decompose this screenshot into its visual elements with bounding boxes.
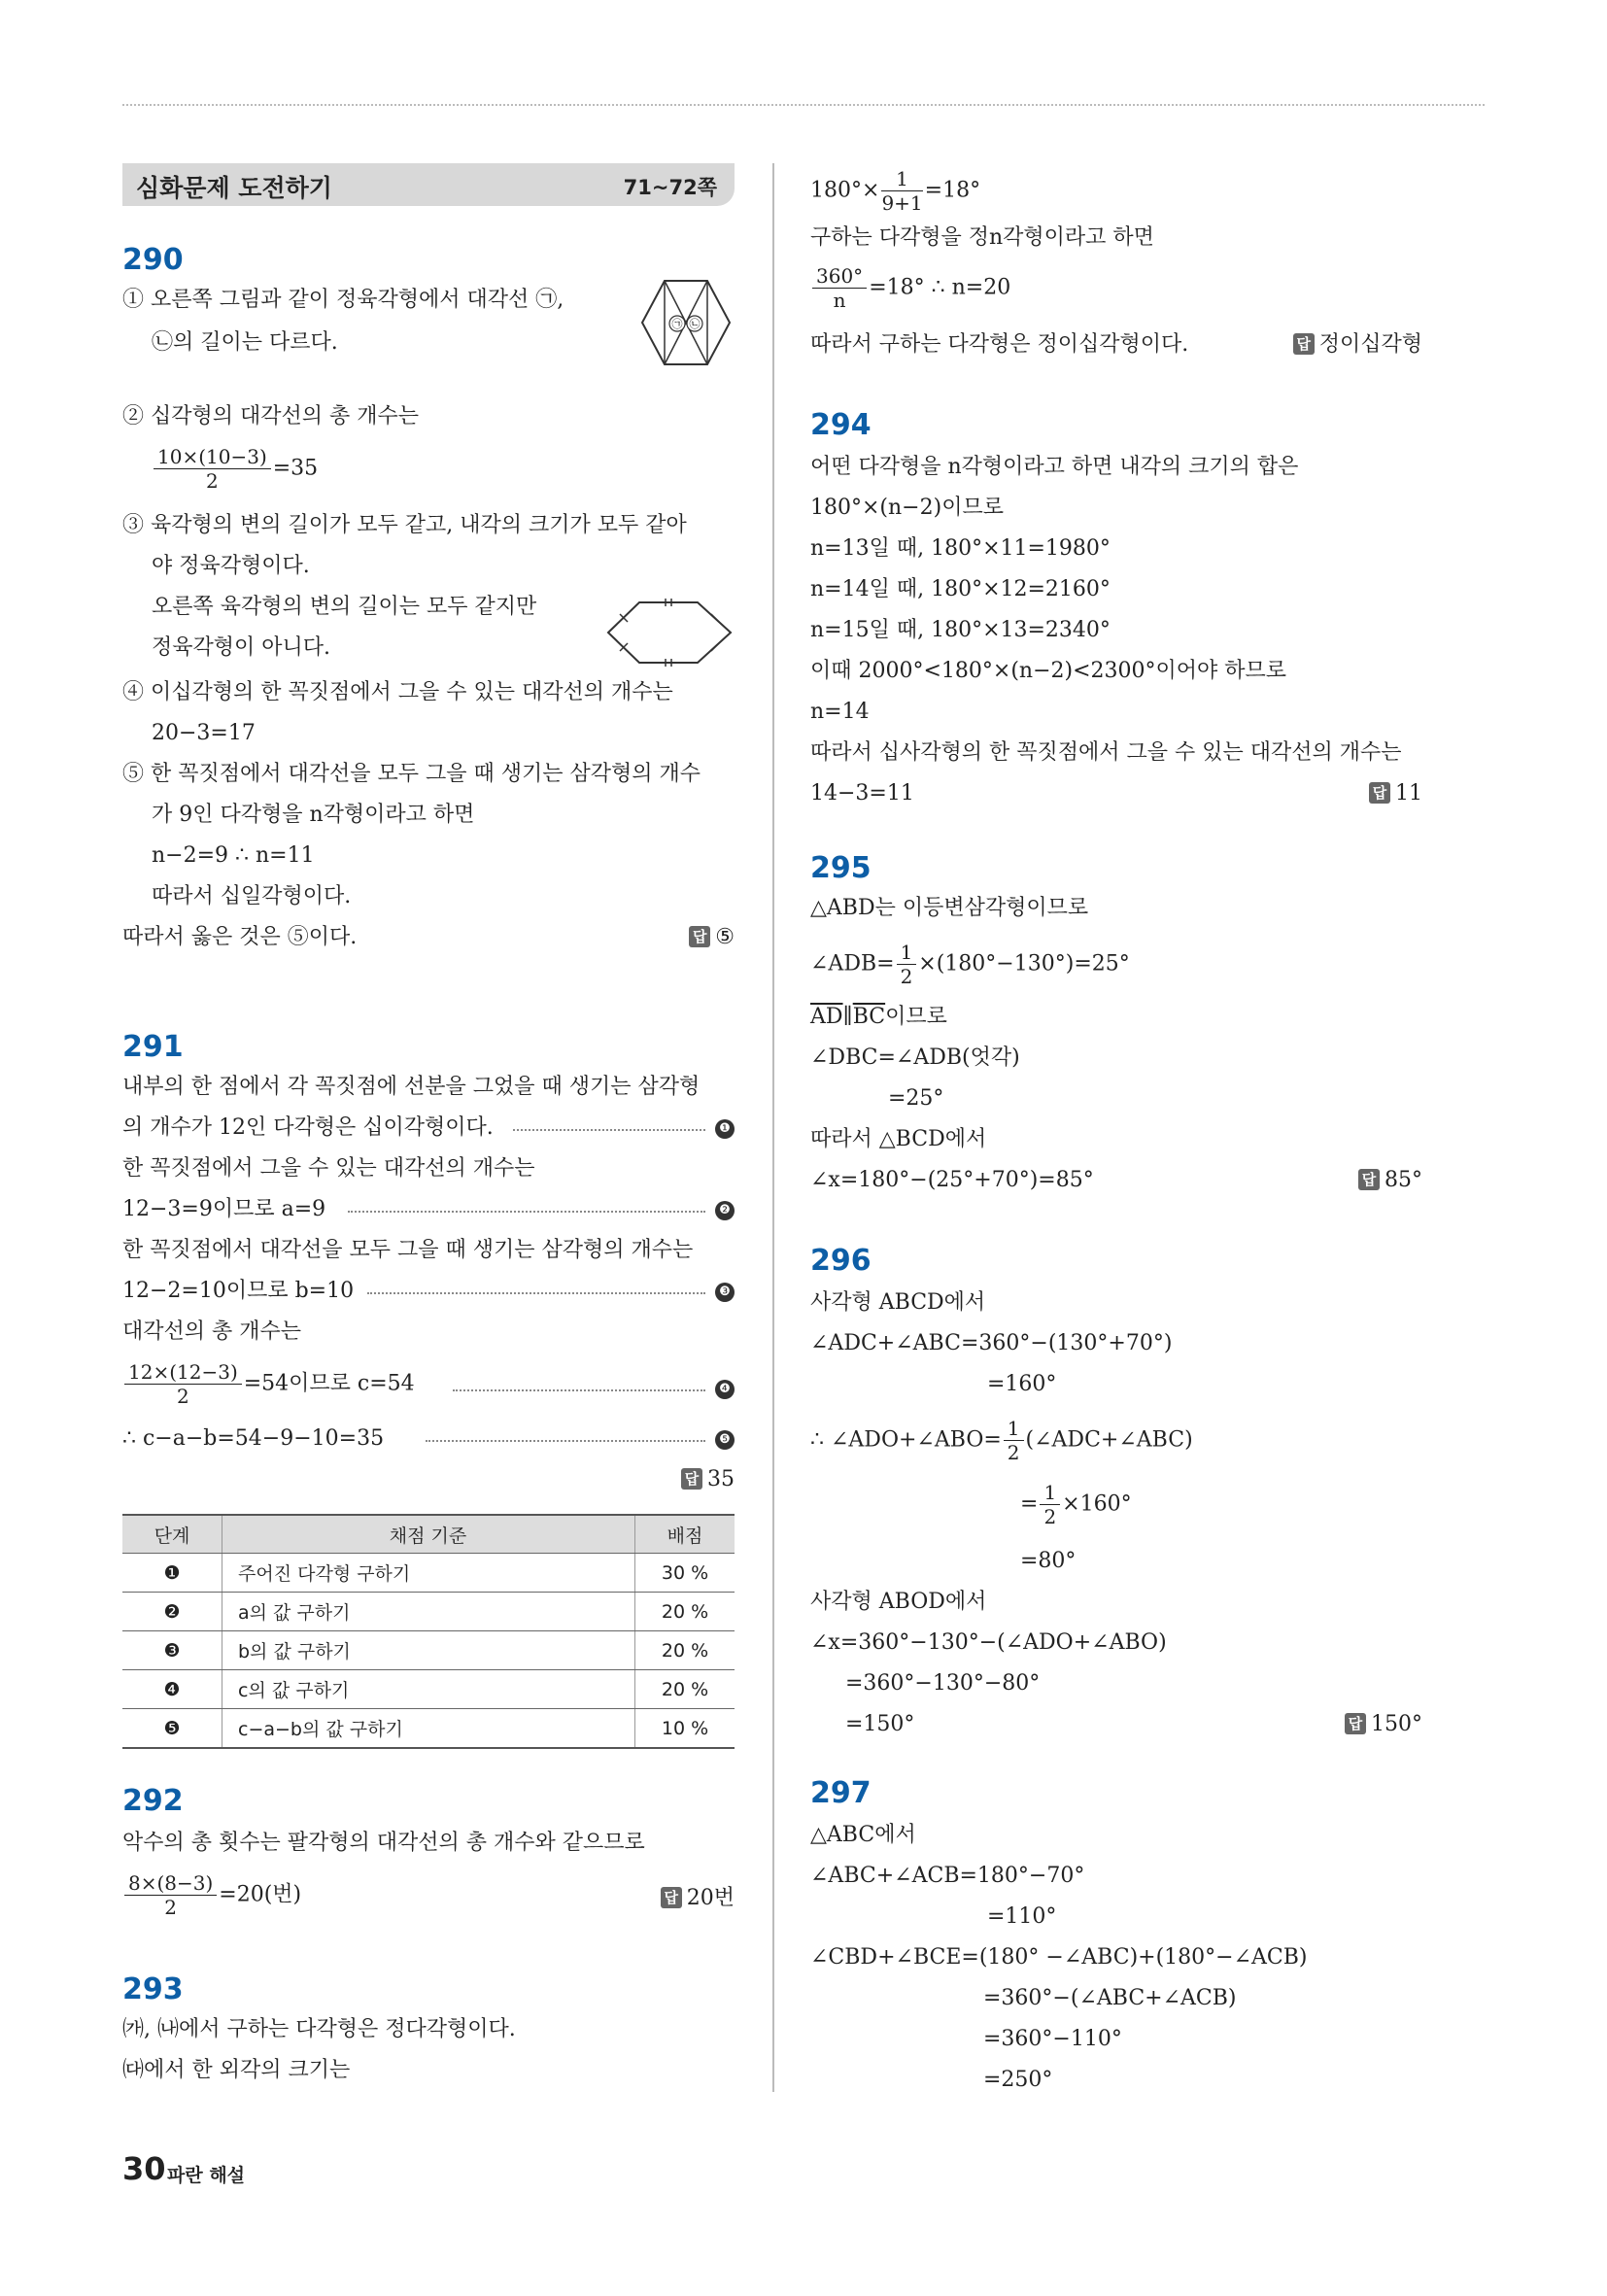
text-line: ∠ABC+∠ACB=180°−70°	[810, 1864, 1085, 1888]
step-marker: ❷	[715, 1201, 735, 1220]
text-line: 정육각형이 아니다.	[152, 635, 331, 660]
score-cell: 10 %	[635, 1709, 735, 1749]
irregular-hexagon-figure	[604, 599, 735, 667]
text-line: 180°×(n−2)이므로	[810, 496, 1004, 520]
fraction: $\frac{8\times(8-3)}{2}$	[124, 1871, 217, 1919]
answer: 답 11	[1369, 779, 1422, 808]
text-line: 구하는 다각형을 정n각형이라고 하면	[810, 225, 1154, 250]
fraction-line: $\frac{12\times(12-3)}{2}$ =54이므로 c=54	[122, 1360, 415, 1408]
footer-label: 파란 해설	[167, 2165, 246, 2186]
answer-badge: 답	[689, 926, 710, 947]
fraction: $\frac{1}{2}$	[1004, 1417, 1024, 1464]
text-line: △ABC에서	[810, 1823, 916, 1847]
table-row	[122, 1554, 735, 1593]
criteria-cell: c−a−b의 값 구하기	[222, 1709, 635, 1749]
leader-line	[426, 1440, 705, 1442]
text-line: ∠x=180°−(25°+70°)=85°	[810, 1168, 1094, 1192]
leader-line	[453, 1389, 705, 1391]
text-line: 이때 2000°<180°×(n−2)<2300°이어야 하므로	[810, 659, 1287, 683]
hexagon-diagonals-figure	[639, 278, 733, 367]
text-line: =25°	[888, 1086, 944, 1111]
text-line: ∠x=360°−130°−(∠ADO+∠ABO)	[810, 1630, 1167, 1655]
answer-badge: 답	[1358, 1169, 1380, 1190]
step-cell: ❶	[122, 1554, 222, 1593]
text-line: 한 꼭짓점에서 그을 수 있는 대각선의 개수는	[122, 1156, 535, 1181]
text-line: =360°−130°−80°	[845, 1671, 1041, 1696]
text-line: ④ 이십각형의 한 꼭짓점에서 그을 수 있는 대각선의 개수는	[122, 680, 673, 704]
step-marker: ❶	[715, 1119, 735, 1139]
text-line: =360°−110°	[983, 2027, 1122, 2051]
table-row	[122, 1593, 735, 1631]
text-line: ∠ADC+∠ABC=360°−(130°+70°)	[810, 1331, 1173, 1355]
problem-number: 294	[810, 408, 872, 442]
criteria-cell: c의 값 구하기	[222, 1670, 635, 1709]
text-line: 악수의 총 횟수는 팔각형의 대각선의 총 개수와 같으므로	[122, 1831, 645, 1855]
fraction: $\frac{12\times(12-3)}{2}$	[124, 1360, 242, 1408]
answer: 답 85°	[1358, 1166, 1422, 1195]
text-line: 오른쪽 육각형의 변의 길이는 모두 같지만	[152, 595, 537, 619]
text-line: 따라서 십일각형이다.	[152, 884, 352, 908]
problem-number: 296	[810, 1244, 872, 1278]
text-line: n=14일 때, 180°×12=2160°	[810, 577, 1111, 601]
column-header: 배점	[635, 1515, 735, 1554]
fraction: $\frac{360^\circ}{n}$	[812, 264, 867, 312]
answer: 답 150°	[1345, 1710, 1422, 1739]
fraction-line: $\frac{360^\circ}{n}$ =18° ∴ n=20	[810, 264, 1010, 312]
answer-badge: 답	[681, 1468, 702, 1490]
criteria-cell: b의 값 구하기	[222, 1631, 635, 1670]
text-line: ∠DBC=∠ADB(엇각)	[810, 1045, 1020, 1070]
leader-line	[348, 1211, 705, 1213]
text-line: ③ 육각형의 변의 길이가 모두 같고, 내각의 크기가 모두 같아	[122, 513, 687, 537]
text-line: ∠CBD+∠BCE=(180° −∠ABC)+(180°−∠ACB)	[810, 1945, 1308, 1970]
text-line: 따라서 십사각형의 한 꼭짓점에서 그을 수 있는 대각선의 개수는	[810, 740, 1402, 765]
score-cell: 20 %	[635, 1593, 735, 1631]
text-line: =150°	[845, 1712, 915, 1736]
leader-line	[513, 1129, 705, 1131]
text-line: 어떤 다각형을 n각형이라고 하면 내각의 크기의 합은	[810, 455, 1299, 479]
text-line: 내부의 한 점에서 각 꼭짓점에 선분을 그었을 때 생기는 삼각형	[122, 1075, 701, 1099]
text-line: 12−2=10이므로 b=10	[122, 1279, 355, 1303]
text-line: =80°	[1020, 1549, 1077, 1573]
fraction-line: ∴ ∠ADO+∠ABO= $\frac{1}{2}$ (∠ADC+∠ABC)	[810, 1417, 1193, 1464]
fraction: $\frac{1}{2}$	[1040, 1481, 1060, 1528]
answer: 답 20번	[661, 1884, 735, 1913]
problem-number: 291	[122, 1030, 184, 1064]
problem-number: 290	[122, 243, 184, 277]
fraction: $\frac{1}{2}$	[897, 941, 917, 988]
problem-number: 295	[810, 851, 872, 885]
fraction-line: ∠ADB= $\frac{1}{2}$ ×(180°−130°)=25°	[810, 941, 1130, 988]
answer: 답 ⑤	[689, 923, 735, 952]
top-dotted-rule	[122, 104, 1485, 106]
text-line: n=13일 때, 180°×11=1980°	[810, 536, 1111, 561]
text-line: $\overline{AD}\parallel\overline{BC}$이므로	[810, 1005, 947, 1029]
text-line: △ABD는 이등변삼각형이므로	[810, 896, 1089, 920]
fraction-line: $\frac{8\times(8-3)}{2}$ =20(번)	[122, 1871, 301, 1919]
text-line: ㈐에서 한 외각의 크기는	[122, 2058, 351, 2082]
segment-ad: $\overline{AD}$	[810, 1005, 843, 1029]
text-line: 의 개수가 12인 다각형은 십이각형이다.	[122, 1115, 494, 1140]
text-line: 사각형 ABOD에서	[810, 1590, 987, 1614]
text-line: ∴ c−a−b=54−9−10=35	[122, 1426, 385, 1451]
score-cell: 20 %	[635, 1631, 735, 1670]
text-line: 따라서 △BCD에서	[810, 1127, 987, 1151]
problem-number: 292	[122, 1784, 184, 1818]
leader-line	[367, 1292, 705, 1294]
problem-number: 297	[810, 1776, 872, 1810]
text-line: ㈎, ㈏에서 구하는 다각형은 정다각형이다.	[122, 2017, 516, 2041]
text-line: 따라서 옳은 것은 ⑤이다.	[122, 925, 358, 949]
step-cell: ❷	[122, 1593, 222, 1631]
figure-label: ㉡	[689, 318, 701, 330]
answer: 답 정이십각형	[1293, 330, 1422, 360]
text-line: 사각형 ABCD에서	[810, 1290, 986, 1315]
column-header: 단계	[122, 1515, 222, 1554]
text-line: =110°	[987, 1904, 1057, 1929]
page-number: 30	[122, 2150, 166, 2187]
figure-label: ㉠	[671, 318, 683, 330]
fraction: $\frac{10\times(10-3)}{2}$	[154, 445, 271, 493]
criteria-cell: a의 값 구하기	[222, 1593, 635, 1631]
text-line: =250°	[983, 2068, 1053, 2092]
text-line: ㉡의 길이는 다르다.	[152, 330, 338, 355]
section-pages: 71~72쪽	[623, 176, 717, 199]
text-line: ⑤ 한 꼭짓점에서 대각선을 모두 그을 때 생기는 삼각형의 개수	[122, 762, 701, 786]
text-line: ② 십각형의 대각선의 총 개수는	[122, 404, 419, 428]
text-line: 20−3=17	[152, 721, 256, 745]
fraction-line: 180°× $\frac{1}{9+1}$ =18°	[810, 167, 981, 215]
table-row	[122, 1670, 735, 1709]
fraction-line: $\frac{10\times(10-3)}{2}$ =35	[152, 445, 318, 493]
table-row	[122, 1709, 735, 1749]
step-marker: ❺	[715, 1430, 735, 1450]
score-cell: 20 %	[635, 1670, 735, 1709]
answer: 답 35	[681, 1465, 735, 1494]
column-header: 채점 기준	[222, 1515, 635, 1554]
text-line: n=14	[810, 700, 870, 724]
step-cell: ❺	[122, 1709, 222, 1749]
answer-badge: 답	[1369, 782, 1390, 804]
text-line: 대각선의 총 개수는	[122, 1319, 302, 1344]
column-divider	[772, 163, 774, 2092]
text-line: =360°−(∠ABC+∠ACB)	[983, 1986, 1237, 2010]
problem-number: 293	[122, 1972, 184, 2006]
scoring-table	[122, 1514, 735, 1749]
text-line: n−2=9 ∴ n=11	[152, 843, 315, 868]
section-banner	[122, 163, 735, 206]
text-line: 야 정육각형이다.	[152, 554, 310, 578]
text-line: =160°	[987, 1372, 1057, 1396]
text-line: 한 꼭짓점에서 대각선을 모두 그을 때 생기는 삼각형의 개수는	[122, 1238, 694, 1262]
answer-badge: 답	[1293, 333, 1315, 355]
answer-badge: 답	[661, 1887, 682, 1908]
text-line: 12−3=9이므로 a=9	[122, 1197, 326, 1221]
segment-bc: $\overline{BC}$	[852, 1005, 886, 1029]
text-line: ① 오른쪽 그림과 같이 정육각형에서 대각선 ㉠,	[122, 288, 564, 312]
step-marker: ❹	[715, 1380, 735, 1399]
table-row	[122, 1631, 735, 1670]
text-line: 따라서 구하는 다각형은 정이십각형이다.	[810, 332, 1189, 357]
answer-badge: 답	[1345, 1713, 1366, 1734]
step-marker: ❸	[715, 1283, 735, 1302]
text-line: 14−3=11	[810, 781, 914, 805]
table-header-row	[122, 1515, 735, 1554]
fraction: $\frac{1}{9+1}$	[881, 167, 923, 215]
criteria-cell: 주어진 다각형 구하기	[222, 1554, 635, 1593]
text-line: 가 9인 다각형을 n각형이라고 하면	[152, 803, 475, 827]
step-cell: ❹	[122, 1670, 222, 1709]
text-line: n=15일 때, 180°×13=2340°	[810, 618, 1111, 642]
step-cell: ❸	[122, 1631, 222, 1670]
section-title: 심화문제 도전하기	[136, 174, 332, 202]
fraction-line: = $\frac{1}{2}$ ×160°	[1020, 1481, 1132, 1528]
score-cell: 30 %	[635, 1554, 735, 1593]
